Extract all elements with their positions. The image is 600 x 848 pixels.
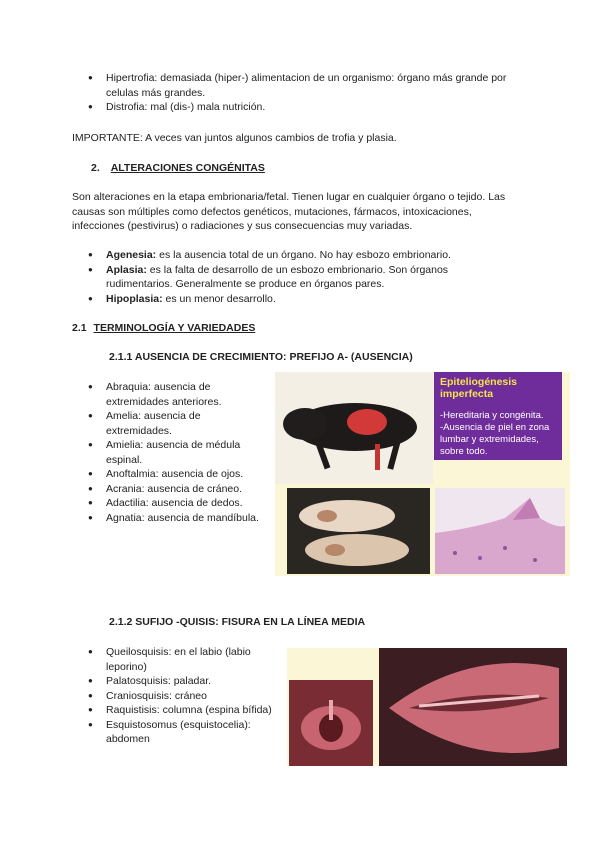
list-item	[84, 248, 504, 263]
section-2-heading	[91, 162, 265, 174]
term: Agenesia:	[106, 249, 157, 261]
list-item: ● Agnatia: ausencia de mandíbula.	[84, 511, 264, 526]
definition: es la ausencia total de un órgano. No hay esbozo embrionario.	[156, 249, 451, 261]
panel-line: -Ausencia de piel en zona lumbar y extremidades, sobre todo.	[440, 422, 550, 457]
figure-epiteliogenesis	[275, 372, 570, 576]
term: Hipoplasia:	[106, 292, 163, 305]
list-item: ● Esquistosomus (esquistocelia): abdomen	[84, 718, 274, 747]
section-number: 2.	[91, 162, 100, 174]
section-2-1-2-heading: 2.1.2 SUFIJO -QUISIS: FISURA EN LA LÍNEA MEDIA	[109, 616, 366, 628]
section-title: TERMINOLOGÍA Y VARIEDADES	[93, 322, 256, 334]
calf-photo	[275, 372, 433, 484]
list-item: ● Distrofia: mal (dis-) mala nutrición.	[84, 100, 534, 115]
list-item: ● Anoftalmia: ausencia de ojos.	[84, 467, 264, 482]
definition: es un menor desarrollo.	[162, 292, 276, 305]
specimen-photo	[287, 488, 430, 574]
definitions-list	[84, 248, 504, 306]
list-item: ● Abraquia: ausencia de extremidades anteriores.	[84, 380, 264, 409]
figure-queilosquisis	[287, 648, 567, 766]
list-2-1-2	[84, 645, 274, 747]
list-item: ● Amielia: ausencia de médula espinal.	[84, 438, 264, 467]
list-item: ● Amelia: ausencia de extremidades.	[84, 409, 264, 438]
list-item	[84, 292, 504, 307]
list-item: ● Craniosquisis: cráneo	[84, 689, 274, 704]
section-title: ALTERACIONES CONGÉNITAS	[110, 162, 265, 174]
list-item: ● Hipertrofia: demasiada (hiper-) alimentacion de un organismo: órgano más grande por celulas más grandes.	[84, 71, 534, 100]
palate-photo	[379, 648, 567, 766]
section-number: 2.1	[72, 322, 87, 334]
list-item: ● Acrania: ausencia de cráneo.	[84, 482, 264, 497]
histology-photo	[435, 488, 565, 574]
mouth-photo	[289, 680, 373, 766]
list-item: ● Queilosquisis: en el labio (labio leporino)	[84, 645, 274, 674]
section-2-1-heading	[72, 322, 255, 334]
list-item: ● Raquistisis: columna (espina bífida)	[84, 703, 274, 718]
definition: es la falta de desarrollo de un esbozo embrionario. Son órganos rudimentarios. Generalmente se produce en órganos pares.	[106, 263, 449, 290]
info-panel	[434, 372, 562, 460]
list-item: ● Adactilia: ausencia de dedos.	[84, 496, 264, 511]
term: Aplasia:	[106, 263, 147, 276]
section-2-paragraph: Son alteraciones en la etapa embrionaria/fetal. Tienen lugar en cualquier órgano o tejido. Las causas son múltiples como defectos genéticos, mutaciones, fármacos, intoxicaciones, infecciones (pestivirus) o radiaciones y sus consecuencias muy variadas.	[72, 191, 506, 232]
panel-title: Epiteliogénesis imperfecta	[440, 376, 518, 400]
section-2-1-1-heading: 2.1.1 AUSENCIA DE CRECIMIENTO: PREFIJO A- (AUSENCIA)	[109, 351, 413, 363]
important-note: IMPORTANTE: A veces van juntos algunos cambios de trofia y plasia.	[72, 132, 397, 144]
list-item: ● Palatosquisis: paladar.	[84, 674, 274, 689]
panel-line: -Hereditaria y congénita.	[440, 410, 544, 421]
list-item	[84, 263, 504, 292]
top-list	[84, 71, 534, 115]
list-2-1-1	[84, 380, 264, 525]
